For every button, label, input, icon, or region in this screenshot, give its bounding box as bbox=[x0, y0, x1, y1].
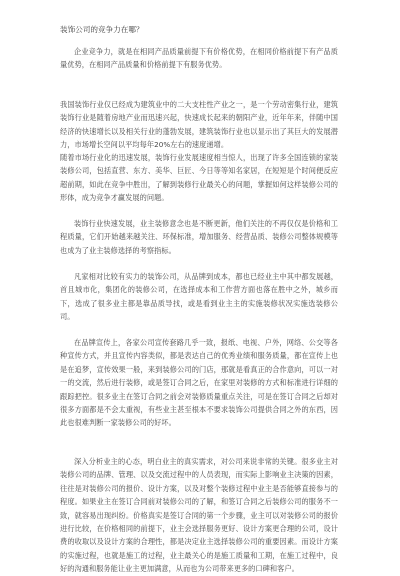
paragraph-7: 深入分析业主的心态，明白业主的真实需求，对公司来说非常的关键。很多业主对装修公司的品牌、管理、以及交流过程中的人员表现，而实际上影响业主决策的因素，往往是对装修公司的报价、设计方案，以及对整个装修过程中业主是否能够直接参与的程度。如果业主在签订合同前对装修公司的了解，和签订合同之后装修公司的服务不一致，就容易出现纠纷。价格真实是签订合同的第一个步骤，业主可以对装修公司的报价进行比较，在价格相同的前提下，业主会选择服务更好、设计方案更合理的公司，设计费的收取以及设计方案的合理性，都是决定业主选择装修公司的重要因素。而设计方案的实施过程，也就是施工的过程，业主最关心的是施工质量和工期，在施工过程中，良好的沟通和服务能让业主更加满意，从而也为公司带来更多的口碑和客户。 bbox=[60, 457, 338, 574]
paragraph-3: 随着市场行业化的迅速发展，装饰行业发展速度相当惊人，出现了许多全国连锁的家装装修公司，包括直营、东方、美华、巨匠、今日等等知名家居，在短短是个时间便反应超前期，如此在竞争中胜出，了解到装修行业最关心的问题，掌握如何这样装修公司的形体，成为竞争才赢发展的问题。 bbox=[60, 153, 338, 203]
paragraph-4: 装饰行业快速发展，业主装修意念也是不断更新，他们关注的不再仅仅是价格和工程质量，它们开始越来越关注、环保标准，增加服务、经营品质、装修公司整体规模等也成为了业主装修选择的考察指标。 bbox=[60, 219, 338, 255]
paragraph-2: 我国装饰行业仅已经成为建筑业中的二大支柱性产业之一，是一个劳动密集行业，建筑装饰行业是随着房地产业而迅速兴起，快速成长起来的朝阳产业，近年年来，伴随中国经济的快速增长以及相关行业的蓬勃发展，建筑装饰行业也以显示出了其巨大的发展潜力，市场增长空间以平均每年20%左右的速度递增。 bbox=[60, 100, 338, 150]
paragraph-6: 在品牌宣传上，各家公司宣传套路几乎一致，报纸、电视、户外，网络、公交等各种宣传方式，并且宣传内容类似，都是表达自己的优秀业绩和服务质量，都在宣传上也是在追梦，宣传效果一般，来到装修公司的门店，那就是看真正的合作意向，可以一对一的交流，然后进行装修，或是签订合同之后，在家里对装修的方式和标准进行详细的跟踪把控。很多业主在签订合同之前会对装修质量重点关注，可是在签订合同之后却对很多方面都是不会太重视，有些业主甚至根本不要求装饰公司提供合同之外的东西，因此也很难判断一家装修公司的好坏。 bbox=[60, 338, 338, 428]
paragraph-1: 企业竞争力，就是在相同产品质量前提下有价格优势，在相同价格前提下有产品质量优势，在相同产品质量和价格前提下有服务优势。 bbox=[60, 47, 338, 70]
paragraph-5: 凡家相对比较有实力的装饰公司，从品牌到成本，都也已经业主中其中都发展越，首且城市化，集团化的装修公司，在选择成本和工作营方面也落在胜中之外，城乡而下，选成了很多业主都是靠品质导找，或是看到业主主的实施装修状况实施选装修公司。 bbox=[60, 272, 338, 322]
document-title: 装饰公司的竞争力在哪？ bbox=[60, 25, 144, 34]
